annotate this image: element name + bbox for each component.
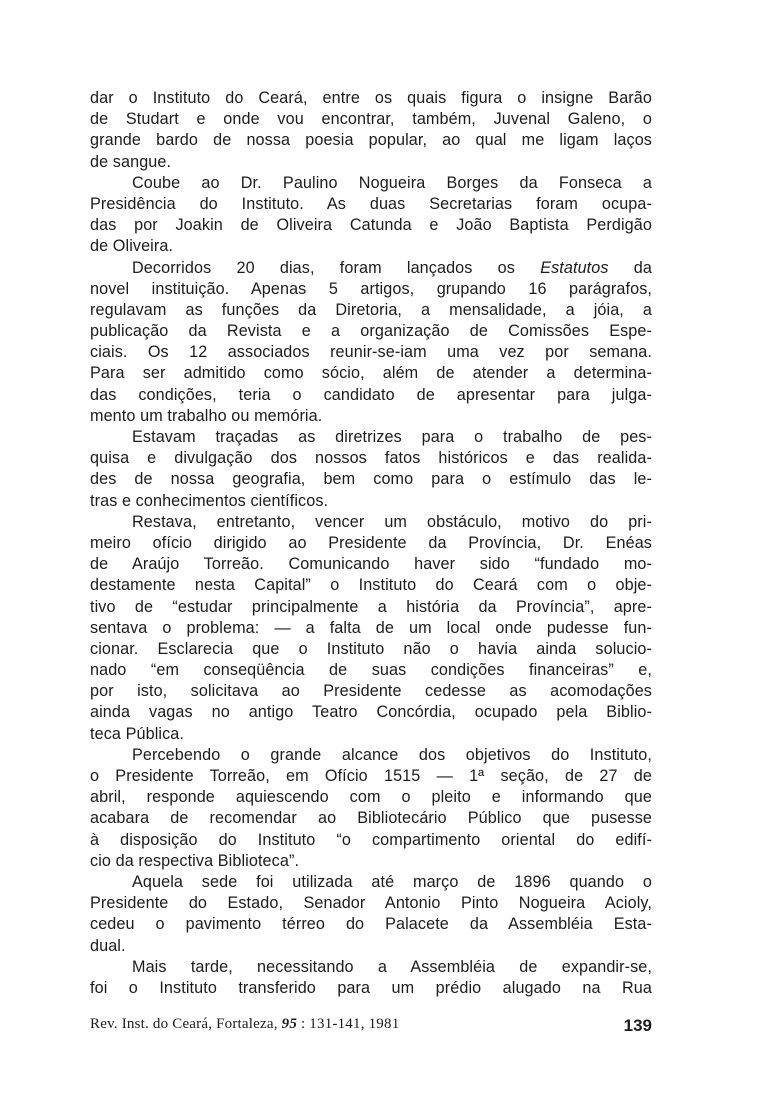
- text-line: tras e conhecimentos científicos.: [90, 491, 329, 510]
- text-line: de Araújo Torreão. Comunicando haver sido “fundado mo-: [90, 555, 652, 574]
- text-line: novel instituição. Apenas 5 artigos, grupando 16 parágrafos,: [90, 279, 652, 298]
- text-line: teca Pública.: [90, 724, 184, 743]
- text-line: Estavam traçadas as diretrizes para o trabalho de pes-: [132, 428, 652, 446]
- text-line: cionar. Esclarecia que o Instituto não o havia ainda solucio-: [90, 639, 652, 658]
- text-line: cedeu o pavimento térreo do Palacete da Assembléia Esta-: [90, 915, 652, 934]
- text-line: quisa e divulgação dos nossos fatos históricos e das realida-: [90, 449, 652, 468]
- text-line: dar o Instituto do Ceará, entre os quais figura o insigne Barão: [90, 89, 652, 107]
- text-line: destamente nesta Capital” o Instituto do Ceará com o obje-: [90, 576, 652, 595]
- text-line: das condições, teria o candidato de apresentar para julga-: [90, 385, 652, 404]
- text-line: o Presidente Torreão, em Ofício 1515 — 1ª seção, de 27 de: [90, 767, 652, 785]
- citation-volume: 95: [281, 1016, 298, 1032]
- text-line: de Oliveira.: [90, 237, 174, 256]
- text-line: tivo de “estudar principalmente a história da Província”, apre-: [90, 597, 652, 616]
- text-line: des de nossa geografia, bem como para o estímulo das le-: [90, 470, 652, 489]
- text-line: mento um trabalho ou memória.: [90, 406, 323, 425]
- text-line: Para ser admitido como sócio, além de atender a determina-: [90, 364, 652, 383]
- text-line: Presidência do Instituto. As duas Secretarias foram ocupa-: [90, 194, 652, 213]
- text-line: grande bardo de nossa poesia popular, ao qual me ligam laços: [90, 131, 652, 150]
- text-line: Restava, entretanto, vencer um obstáculo, motivo do pri-: [132, 512, 652, 531]
- text-line: Mais tarde, necessitando a Assembléia de expandir-se,: [132, 957, 652, 976]
- text-line: cio da respectiva Biblioteca”.: [90, 851, 300, 870]
- text-line: nado “em conseqüência de suas condições financeiras” e,: [90, 661, 652, 680]
- text-line: das por Joakin de Oliveira Catunda e João Baptista Perdigão: [90, 216, 652, 235]
- citation-journal-place: Rev. Inst. do Ceará, Fortaleza,: [90, 1016, 282, 1032]
- text-line: [90, 258, 652, 279]
- body-text: [90, 88, 652, 999]
- page-footer: [90, 1016, 652, 1040]
- text-line: sentava o problema: — a falta de um local onde pudesse fun-: [90, 618, 652, 637]
- text-line: à disposição do Instituto “o compartimento oriental do edifí-: [90, 830, 652, 849]
- text-line: regulavam as funções da Diretoria, a mensalidade, a jóia, a: [90, 300, 652, 319]
- journal-citation: [90, 1016, 399, 1033]
- text-line: meiro ofício dirigido ao Presidente da Província, Dr. Enéas: [90, 533, 652, 552]
- text-line: Coube ao Dr. Paulino Nogueira Borges da Fonseca a: [132, 173, 652, 192]
- citation-pages-year: : 131-141, 1981: [297, 1016, 400, 1032]
- page-number: 139: [623, 1016, 652, 1035]
- text-line: abril, responde aquiescendo com o pleito e informando que: [90, 788, 652, 807]
- text-line: Aquela sede foi utilizada até março de 1896 quando o: [132, 872, 652, 891]
- italic-title: Estatutos: [540, 258, 609, 277]
- text-line: ainda vagas no antigo Teatro Concórdia, ocupado pela Biblio-: [90, 703, 652, 722]
- text-line: por isto, solicitava ao Presidente cedesse as acomodações: [90, 682, 652, 701]
- text-line: de Studart e onde vou encontrar, também, Juvenal Galeno, o: [90, 110, 652, 129]
- text-line: Presidente do Estado, Senador Antonio Pinto Nogueira Acioly,: [90, 894, 652, 913]
- text-line: ciais. Os 12 associados reunir-se-iam uma vez por semana.: [90, 343, 652, 362]
- text-line: acabara de recomendar ao Bibliotecário Público que pusesse: [90, 809, 652, 828]
- text-segment: Decorridos 20 dias, foram lançados os: [132, 258, 541, 277]
- text-line: dual.: [90, 936, 126, 955]
- text-line: Percebendo o grande alcance dos objetivos do Instituto,: [132, 745, 652, 764]
- text-line: publicação da Revista e a organização de Comissões Espe-: [90, 322, 652, 341]
- text-line: de sangue.: [90, 152, 172, 171]
- text-line: foi o Instituto transferido para um prédio alugado na Rua: [90, 978, 652, 997]
- text-segment: da: [608, 258, 652, 277]
